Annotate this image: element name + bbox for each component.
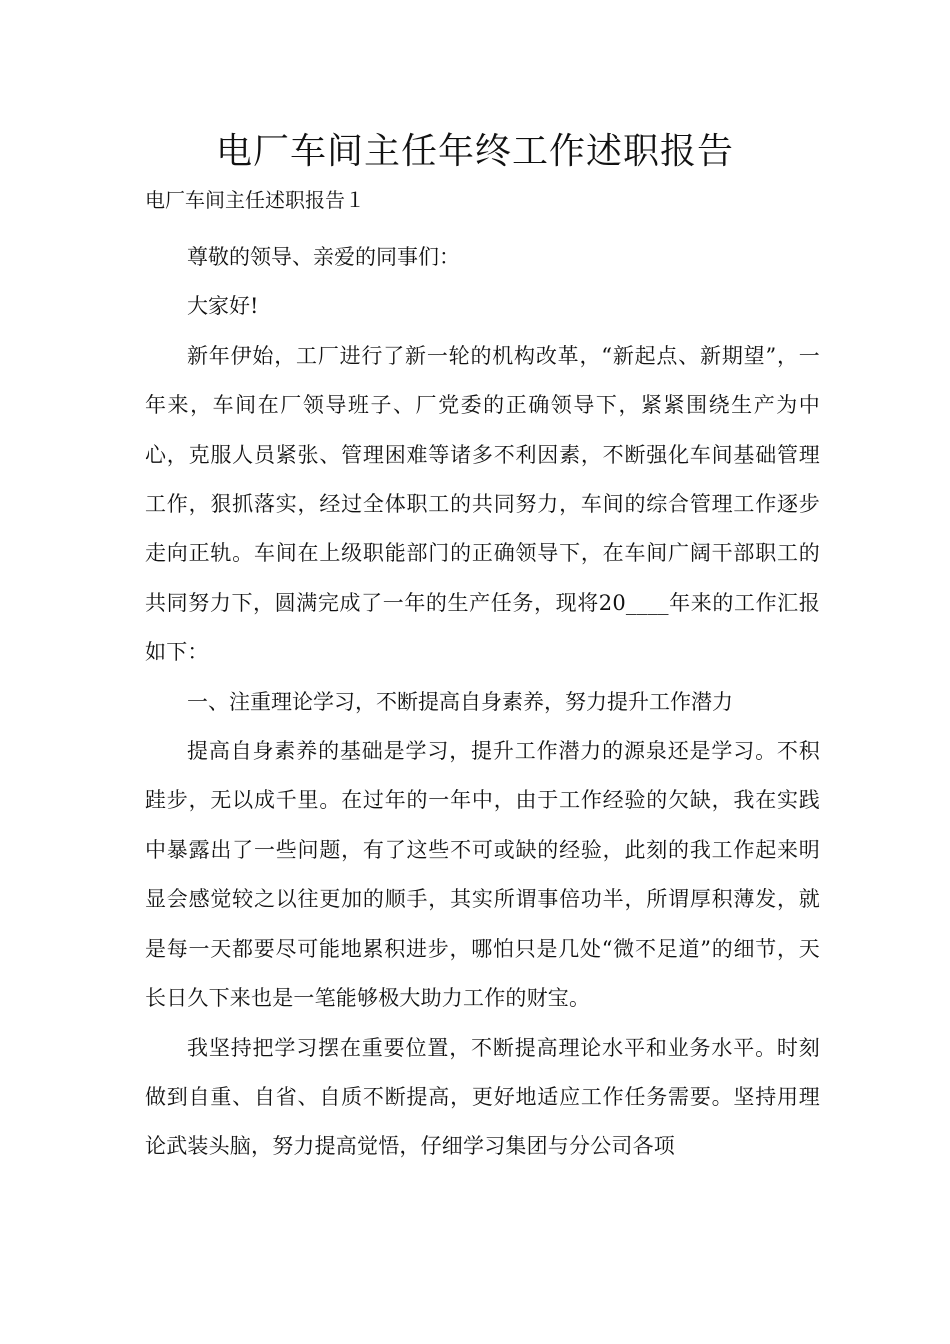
document-body: [145, 233, 820, 1172]
document-subtitle: 电厂车间主任述职报告１: [145, 188, 365, 212]
body-paragraph: 我坚持把学习摆在重要位置，不断提高理论水平和业务水平。时刻做到自重、自省、自质不断提高，更好地适应工作任务需要。坚持用理论武装头脑，努力提高觉悟，仔细学习集团与分公司各项: [145, 1035, 820, 1159]
greeting-paragraph: 大家好!: [187, 294, 259, 319]
body-paragraph: 提高自身素养的基础是学习，提升工作潜力的源泉还是学习。不积跬步，无以成千里。在过年的一年中，由于工作经验的欠缺，我在实践中暴露出了一些问题，有了这些不可或缺的经验，此刻的我工作起来明显会感觉较之以往更加的顺手，其实所谓事倍功半，所谓厚积薄发，就是每一天都要尽可能地累积进步，哪怕只是几处“微不足道”的细节，天长日久下来也是一笔能够极大助力工作的财宝。: [145, 739, 820, 1011]
intro-paragraph: 新年伊始，工厂进行了新一轮的机构改革，“新起点、新期望”，一年来，车间在厂领导班子、厂党委的正确领导下，紧紧围绕生产为中心，克服人员紧张、管理困难等诸多不利因素，不断强化车间基础管理工作，狠抓落实，经过全体职工的共同努力，车间的综合管理工作逐步走向正轨。车间在上级职能部门的正确领导下，在车间广阔干部职工的共同努力下，圆满完成了一年的生产任务，现将20____年来的工作汇报如下：: [145, 343, 820, 665]
salutation-paragraph: 尊敬的领导、亲爱的同事们：: [187, 245, 460, 269]
document-title: 电厂车间主任年终工作述职报告: [215, 131, 734, 172]
section-heading-1: 一、注重理论学习，不断提高自身素养，努力提升工作潜力: [187, 689, 733, 714]
